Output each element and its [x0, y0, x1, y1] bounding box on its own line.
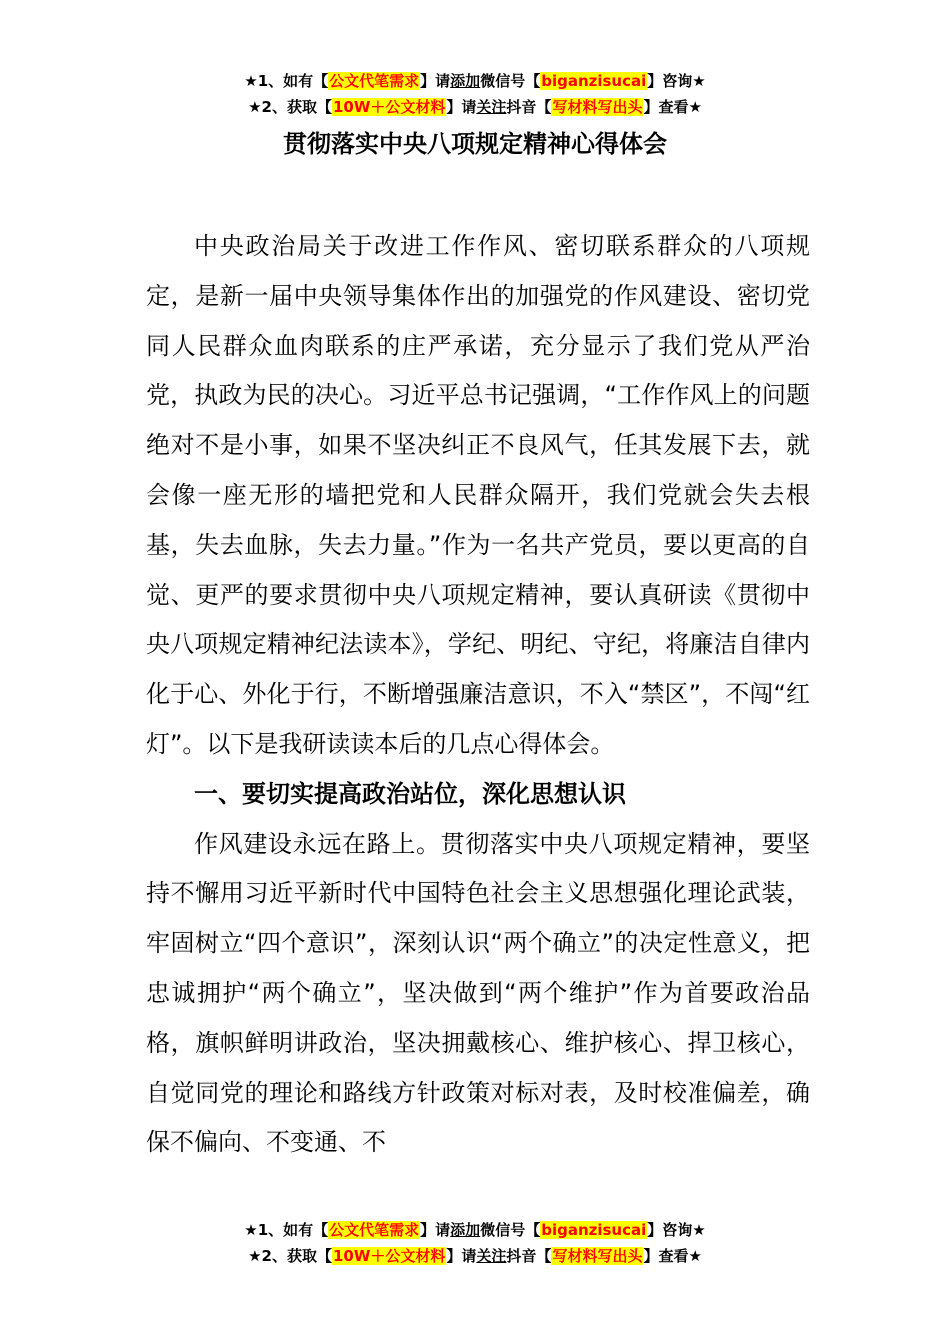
highlight-wechat-id: biganzisucai [541, 1221, 647, 1239]
star-icon: ★ [248, 1247, 262, 1265]
document-body [146, 222, 810, 1168]
promo-banner-top [0, 68, 950, 120]
highlight-service: 公文代笔需求 [329, 1221, 420, 1239]
highlight-douyin: 写材料写出头 [552, 1247, 643, 1265]
highlight-service: 公文代笔需求 [329, 72, 420, 90]
underlined-add: 添加 [450, 72, 481, 90]
body-paragraph: 中央政治局关于改进工作作风、密切联系群众的八项规定，是新一届中央领导集体作出的加强党的作风建设、密切党同人民群众血肉联系的庄严承诺，充分显示了我们党从严治党，执政为民的决心。习近平总书记强调，“工作作风上的问题绝对不是小事，如果不坚决纠正不良风气，任其发展下去，就会像一座无形的墙把党和人民群众隔开，我们党就会失去根基，失去血脉，失去力量。”作为一名共产党员，要以更高的自觉、更严的要求贯彻中央八项规定精神，要认真研读《贯彻中央八项规定精神纪法读本》，学纪、明纪、守纪，将廉洁自律内化于心、外化于行，不断增强廉洁意识，不入“禁区”，不闯“红灯”。以下是我研读读本后的几点心得体会。 [146, 232, 810, 758]
underlined-follow: 关注 [476, 98, 507, 116]
body-paragraph: 作风建设永远在路上。贯彻落实中央八项规定精神，要坚持不懈用习近平新时代中国特色社会主义思想强化理论武装，牢固树立“四个意识”，深刻认识“两个确立”的决定性意义，把忠诚拥护“两个确立”，坚决做到“两个维护”作为首要政治品格，旗帜鲜明讲政治，坚决拥戴核心、维护核心、捍卫核心，自觉同党的理论和路线方针政策对标对表，及时校准偏差，确保不偏向、不变通、不 [146, 829, 810, 1157]
promo-banner-bottom [0, 1217, 950, 1269]
section-heading: 一、要切实提高政治站位，深化思想认识 [194, 779, 626, 808]
promo-line-1: ★1、如有【公文代笔需求】请添加微信号【biganzisucai】咨询★ [244, 72, 706, 90]
promo-line-2: ★2、获取【10W＋公文材料】请关注抖音【写材料写出头】查看★ [248, 98, 702, 116]
promo-line-1: ★1、如有【公文代笔需求】请添加微信号【biganzisucai】咨询★ [244, 1221, 706, 1239]
star-icon: ★ [688, 98, 702, 116]
highlight-douyin: 写材料写出头 [552, 98, 643, 116]
star-icon: ★ [244, 72, 258, 90]
promo-line-2: ★2、获取【10W＋公文材料】请关注抖音【写材料写出头】查看★ [248, 1247, 702, 1265]
star-icon: ★ [244, 1221, 258, 1239]
document-title: 贯彻落实中央八项规定精神心得体会 [283, 130, 667, 158]
underlined-follow: 关注 [476, 1247, 507, 1265]
star-icon: ★ [692, 72, 706, 90]
highlight-wechat-id: biganzisucai [541, 72, 647, 90]
highlight-materials: 10W＋公文材料 [332, 1247, 446, 1265]
underlined-add: 添加 [450, 1221, 481, 1239]
star-icon: ★ [688, 1247, 702, 1265]
star-icon: ★ [692, 1221, 706, 1239]
star-icon: ★ [248, 98, 262, 116]
highlight-materials: 10W＋公文材料 [332, 98, 446, 116]
